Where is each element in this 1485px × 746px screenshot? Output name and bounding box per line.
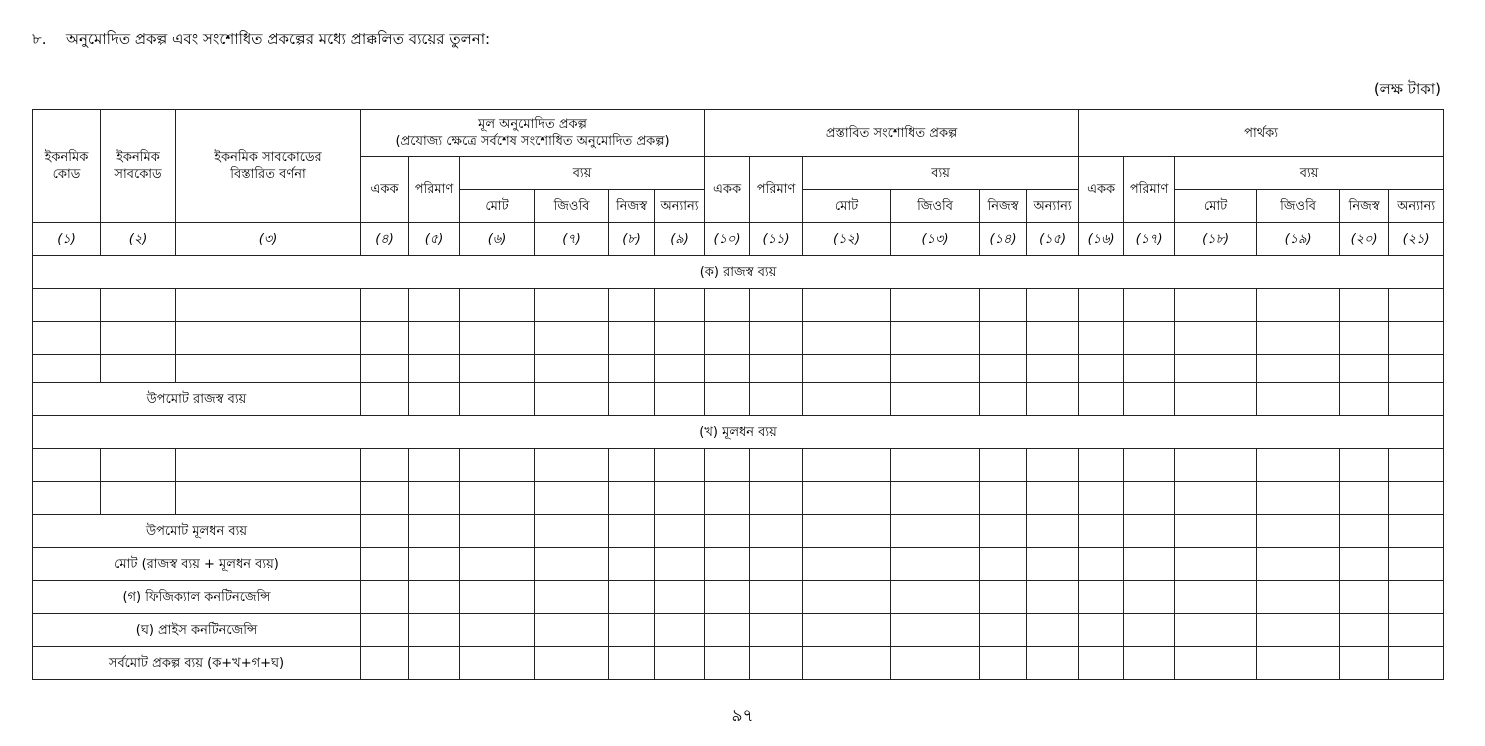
table-cell — [409, 647, 460, 680]
table-cell — [460, 322, 535, 355]
table-cell — [1389, 289, 1444, 322]
table-cell — [609, 515, 655, 548]
cost-comparison-table — [32, 109, 1444, 680]
table-cell — [750, 581, 803, 614]
table-cell — [705, 289, 750, 322]
section-row-capital — [33, 416, 1444, 449]
table-cell — [750, 647, 803, 680]
table-cell — [1389, 515, 1444, 548]
column-number: (১৫) — [1027, 223, 1079, 256]
table-cell — [1124, 355, 1175, 383]
header-quantity: পরিমাণ — [750, 157, 803, 223]
table-cell — [1027, 581, 1079, 614]
table-cell — [750, 355, 803, 383]
table-cell — [803, 614, 891, 647]
table-cell — [409, 383, 460, 416]
table-cell — [33, 289, 101, 322]
table-cell — [705, 449, 750, 482]
table-cell — [176, 482, 361, 515]
table-row — [33, 482, 1444, 515]
table-cell — [535, 322, 609, 355]
table-cell — [361, 289, 409, 322]
table-cell — [655, 515, 705, 548]
table-row — [33, 289, 1444, 322]
table-cell — [1027, 322, 1079, 355]
header-unit: একক — [361, 157, 409, 223]
table-cell — [1257, 482, 1340, 515]
table-cell — [1340, 355, 1389, 383]
table-cell — [460, 647, 535, 680]
table-cell — [1389, 548, 1444, 581]
table-cell — [460, 289, 535, 322]
summary-label: উপমোট মূলধন ব্যয় — [33, 515, 361, 548]
table-cell — [1175, 322, 1257, 355]
table-cell — [609, 449, 655, 482]
column-number: (৫) — [409, 223, 460, 256]
table-cell — [609, 322, 655, 355]
table-cell — [409, 289, 460, 322]
table-cell — [803, 515, 891, 548]
table-cell — [361, 383, 409, 416]
section-number: ৮. — [32, 30, 47, 48]
table-cell — [1079, 515, 1124, 548]
header-unit: একক — [705, 157, 750, 223]
table-cell — [980, 548, 1027, 581]
subtotal-revenue-row — [33, 383, 1444, 416]
table-cell — [361, 614, 409, 647]
table-cell — [1257, 449, 1340, 482]
table-cell — [1027, 548, 1079, 581]
table-cell — [535, 581, 609, 614]
table-cell — [1389, 355, 1444, 383]
table-cell — [1257, 647, 1340, 680]
table-cell — [980, 581, 1027, 614]
table-cell — [655, 322, 705, 355]
column-number: (২) — [101, 223, 176, 256]
table-cell — [176, 355, 361, 383]
table-cell — [803, 548, 891, 581]
table-cell — [460, 449, 535, 482]
table-cell — [980, 482, 1027, 515]
table-cell — [1079, 289, 1124, 322]
header-own: নিজস্ব — [980, 190, 1027, 223]
header-cost: ব্যয় — [803, 157, 1079, 190]
header-gob: জিওবি — [1257, 190, 1340, 223]
column-number: (৮) — [609, 223, 655, 256]
table-cell — [980, 322, 1027, 355]
table-cell — [1124, 647, 1175, 680]
summary-label: (গ) ফিজিক্যাল কনটিনজেন্সি — [33, 581, 361, 614]
table-cell — [803, 581, 891, 614]
table-cell — [101, 289, 176, 322]
header-cost: ব্যয় — [460, 157, 705, 190]
table-cell — [460, 482, 535, 515]
column-number: (২১) — [1389, 223, 1444, 256]
column-number: (১৩) — [891, 223, 980, 256]
table-cell — [803, 355, 891, 383]
table-cell — [1175, 289, 1257, 322]
table-cell — [1027, 355, 1079, 383]
table-cell — [980, 647, 1027, 680]
table-cell — [609, 383, 655, 416]
table-cell — [1124, 322, 1175, 355]
table-cell — [1257, 355, 1340, 383]
table-cell — [750, 515, 803, 548]
table-cell — [535, 482, 609, 515]
table-cell — [1340, 581, 1389, 614]
column-number: (১৪) — [980, 223, 1027, 256]
table-cell — [1389, 647, 1444, 680]
table-cell — [33, 482, 101, 515]
section-title: অনুমোদিত প্রকল্প এবং সংশোধিত প্রকল্পের মধ্যে প্রাক্কলিত ব্যয়ের তুলনা: — [66, 30, 491, 48]
header-quantity: পরিমাণ — [409, 157, 460, 223]
table-cell — [655, 355, 705, 383]
table-cell — [460, 581, 535, 614]
table-cell — [101, 482, 176, 515]
column-number: (১৯) — [1257, 223, 1340, 256]
table-cell — [1079, 322, 1124, 355]
table-cell — [176, 449, 361, 482]
column-number: (৯) — [655, 223, 705, 256]
table-cell — [803, 647, 891, 680]
summary-label: মোট (রাজস্ব ব্যয় + মূলধন ব্যয়) — [33, 548, 361, 581]
table-cell — [1340, 548, 1389, 581]
table-cell — [655, 548, 705, 581]
table-cell — [803, 289, 891, 322]
table-row — [33, 449, 1444, 482]
table-cell — [33, 322, 101, 355]
table-cell — [176, 322, 361, 355]
table-cell — [655, 614, 705, 647]
table-cell — [101, 322, 176, 355]
table-cell — [803, 449, 891, 482]
table-cell — [655, 449, 705, 482]
table-cell — [535, 614, 609, 647]
total-row — [33, 548, 1444, 581]
table-cell — [891, 355, 980, 383]
table-cell — [1175, 355, 1257, 383]
header-economic-subcode-line1: ইকনমিক — [116, 150, 160, 165]
table-cell — [891, 581, 980, 614]
table-cell — [609, 647, 655, 680]
section-label-revenue: (ক) রাজস্ব ব্যয় — [33, 256, 1444, 289]
table-cell — [655, 289, 705, 322]
table-cell — [409, 449, 460, 482]
table-cell — [1124, 515, 1175, 548]
table-cell — [609, 548, 655, 581]
table-cell — [1340, 449, 1389, 482]
table-cell — [1027, 449, 1079, 482]
table-cell — [1124, 482, 1175, 515]
table-cell — [705, 581, 750, 614]
header-economic-code-line2: কোড — [52, 167, 81, 182]
table-cell — [361, 581, 409, 614]
unit-label: (লক্ষ টাকা) — [1373, 80, 1441, 98]
table-cell — [409, 515, 460, 548]
table-cell — [750, 614, 803, 647]
table-cell — [535, 383, 609, 416]
table-cell — [1389, 322, 1444, 355]
header-total: মোট — [460, 190, 535, 223]
price-contingency-row — [33, 614, 1444, 647]
table-cell — [705, 548, 750, 581]
table-row — [33, 355, 1444, 383]
table-cell — [460, 548, 535, 581]
table-cell — [1340, 515, 1389, 548]
table-cell — [1079, 647, 1124, 680]
table-cell — [1027, 614, 1079, 647]
header-economic-subcode-line2: সাবকোড — [114, 167, 162, 182]
table-cell — [535, 515, 609, 548]
header-proposed-revised: প্রস্তাবিত সংশোধিত প্রকল্প — [705, 110, 1079, 157]
table-cell — [1175, 581, 1257, 614]
table-cell — [535, 289, 609, 322]
column-number: (১৬) — [1079, 223, 1124, 256]
table-cell — [609, 289, 655, 322]
column-number: (১৭) — [1124, 223, 1175, 256]
table-cell — [1389, 614, 1444, 647]
table-cell — [705, 614, 750, 647]
table-cell — [891, 614, 980, 647]
table-cell — [1079, 614, 1124, 647]
header-economic-code — [33, 110, 101, 223]
table-cell — [101, 449, 176, 482]
table-cell — [1027, 515, 1079, 548]
column-number: (১১) — [750, 223, 803, 256]
header-quantity: পরিমাণ — [1124, 157, 1175, 223]
table-cell — [1124, 449, 1175, 482]
table-cell — [1389, 581, 1444, 614]
table-cell — [750, 548, 803, 581]
table-cell — [409, 548, 460, 581]
table-cell — [609, 482, 655, 515]
table-cell — [803, 482, 891, 515]
table-cell — [409, 482, 460, 515]
table-cell — [891, 482, 980, 515]
table-cell — [460, 614, 535, 647]
table-cell — [1257, 289, 1340, 322]
column-number: (১) — [33, 223, 101, 256]
table-cell — [1257, 515, 1340, 548]
table-cell — [655, 581, 705, 614]
table-cell — [460, 355, 535, 383]
column-number: (৭) — [535, 223, 609, 256]
table-cell — [409, 322, 460, 355]
table-cell — [1079, 548, 1124, 581]
table-cell — [535, 449, 609, 482]
table-cell — [891, 383, 980, 416]
subtotal-capital-row — [33, 515, 1444, 548]
table-cell — [705, 383, 750, 416]
table-cell — [361, 548, 409, 581]
column-number: (১০) — [705, 223, 750, 256]
table-cell — [176, 289, 361, 322]
table-cell — [705, 322, 750, 355]
table-cell — [1027, 647, 1079, 680]
header-total: মোট — [803, 190, 891, 223]
header-cost: ব্যয় — [1175, 157, 1444, 190]
header-original-project-line1: মূল অনুমোদিত প্রকল্প — [478, 117, 587, 132]
table-cell — [803, 383, 891, 416]
table-cell — [705, 647, 750, 680]
table-cell — [705, 355, 750, 383]
column-number: (৬) — [460, 223, 535, 256]
table-cell — [1340, 614, 1389, 647]
header-subcode-description-line1: ইকনমিক সাবকোডের — [214, 150, 322, 165]
table-cell — [1124, 289, 1175, 322]
table-cell — [609, 355, 655, 383]
header-original-project-line2: (প্রযোজ্য ক্ষেত্রে সর্বশেষ সংশোধিত অনুমোদিত প্রকল্প) — [395, 134, 670, 149]
column-number: (২০) — [1340, 223, 1389, 256]
table-cell — [361, 355, 409, 383]
table-cell — [535, 548, 609, 581]
header-total: মোট — [1175, 190, 1257, 223]
header-unit: একক — [1079, 157, 1124, 223]
table-cell — [750, 383, 803, 416]
table-cell — [980, 289, 1027, 322]
table-cell — [609, 581, 655, 614]
table-cell — [750, 322, 803, 355]
table-cell — [1124, 614, 1175, 647]
table-cell — [891, 647, 980, 680]
page-number: ৯৭ — [731, 706, 754, 726]
table-cell — [1079, 383, 1124, 416]
table-cell — [980, 614, 1027, 647]
header-gob: জিওবি — [535, 190, 609, 223]
header-other: অন্যান্য — [1027, 190, 1079, 223]
table-cell — [655, 383, 705, 416]
table-cell — [1175, 614, 1257, 647]
table-cell — [1340, 482, 1389, 515]
table-cell — [1124, 548, 1175, 581]
header-gob: জিওবি — [891, 190, 980, 223]
table-cell — [1124, 581, 1175, 614]
physical-contingency-row — [33, 581, 1444, 614]
table-cell — [980, 355, 1027, 383]
table-row — [33, 322, 1444, 355]
table-cell — [460, 383, 535, 416]
column-number: (৩) — [176, 223, 361, 256]
table-cell — [535, 647, 609, 680]
table-cell — [1175, 449, 1257, 482]
table-cell — [1027, 289, 1079, 322]
table-cell — [1257, 548, 1340, 581]
table-cell — [460, 515, 535, 548]
table-cell — [1257, 322, 1340, 355]
table-cell — [361, 449, 409, 482]
table-cell — [1340, 289, 1389, 322]
header-other: অন্যান্য — [655, 190, 705, 223]
section-row-revenue — [33, 256, 1444, 289]
table-cell — [1124, 383, 1175, 416]
table-cell — [1340, 322, 1389, 355]
section-label-capital: (খ) মূলধন ব্যয় — [33, 416, 1444, 449]
header-own: নিজস্ব — [1340, 190, 1389, 223]
column-number-row — [33, 223, 1444, 256]
table-cell — [891, 515, 980, 548]
column-number: (১২) — [803, 223, 891, 256]
table-cell — [1257, 614, 1340, 647]
column-number: (৪) — [361, 223, 409, 256]
table-cell — [1389, 383, 1444, 416]
table-cell — [750, 289, 803, 322]
table-cell — [655, 482, 705, 515]
table-cell — [803, 322, 891, 355]
table-cell — [361, 515, 409, 548]
header-subcode-description — [176, 110, 361, 223]
table-cell — [1079, 482, 1124, 515]
table-cell — [1175, 482, 1257, 515]
table-cell — [409, 614, 460, 647]
table-cell — [1175, 515, 1257, 548]
table-cell — [980, 383, 1027, 416]
table-cell — [1175, 548, 1257, 581]
table-cell — [1257, 383, 1340, 416]
table-cell — [1257, 581, 1340, 614]
table-cell — [1079, 355, 1124, 383]
table-cell — [1340, 647, 1389, 680]
section-heading — [32, 28, 490, 53]
table-cell — [409, 581, 460, 614]
table-cell — [609, 614, 655, 647]
header-original-project — [361, 110, 705, 157]
summary-label: (ঘ) প্রাইস কনটিনজেন্সি — [33, 614, 361, 647]
table-cell — [409, 355, 460, 383]
header-other: অন্যান্য — [1389, 190, 1444, 223]
table-cell — [980, 515, 1027, 548]
table-cell — [891, 322, 980, 355]
table-cell — [1175, 647, 1257, 680]
table-cell — [535, 355, 609, 383]
summary-label: উপমোট রাজস্ব ব্যয় — [33, 383, 361, 416]
header-economic-subcode — [101, 110, 176, 223]
table-cell — [750, 449, 803, 482]
table-cell — [1389, 449, 1444, 482]
table-cell — [33, 449, 101, 482]
table-cell — [891, 548, 980, 581]
table-cell — [980, 449, 1027, 482]
table-cell — [361, 647, 409, 680]
table-cell — [750, 482, 803, 515]
table-cell — [1079, 581, 1124, 614]
table-cell — [1175, 383, 1257, 416]
header-subcode-description-line2: বিস্তারিত বর্ণনা — [230, 167, 306, 182]
table-cell — [33, 355, 101, 383]
table-cell — [101, 355, 176, 383]
header-own: নিজস্ব — [609, 190, 655, 223]
table-cell — [1389, 482, 1444, 515]
column-number: (১৮) — [1175, 223, 1257, 256]
table-cell — [891, 449, 980, 482]
table-cell — [1340, 383, 1389, 416]
table-cell — [891, 289, 980, 322]
table-cell — [705, 482, 750, 515]
summary-label: সর্বমোট প্রকল্প ব্যয় (ক+খ+গ+ঘ) — [33, 647, 361, 680]
table-cell — [361, 322, 409, 355]
table-cell — [705, 515, 750, 548]
header-economic-code-line1: ইকনমিক — [44, 150, 89, 165]
table-cell — [1079, 449, 1124, 482]
table-cell — [655, 647, 705, 680]
header-row-groups — [33, 110, 1444, 157]
table-cell — [1027, 383, 1079, 416]
table-cell — [361, 482, 409, 515]
grand-total-row — [33, 647, 1444, 680]
table-cell — [1027, 482, 1079, 515]
header-difference: পার্থক্য — [1079, 110, 1444, 157]
